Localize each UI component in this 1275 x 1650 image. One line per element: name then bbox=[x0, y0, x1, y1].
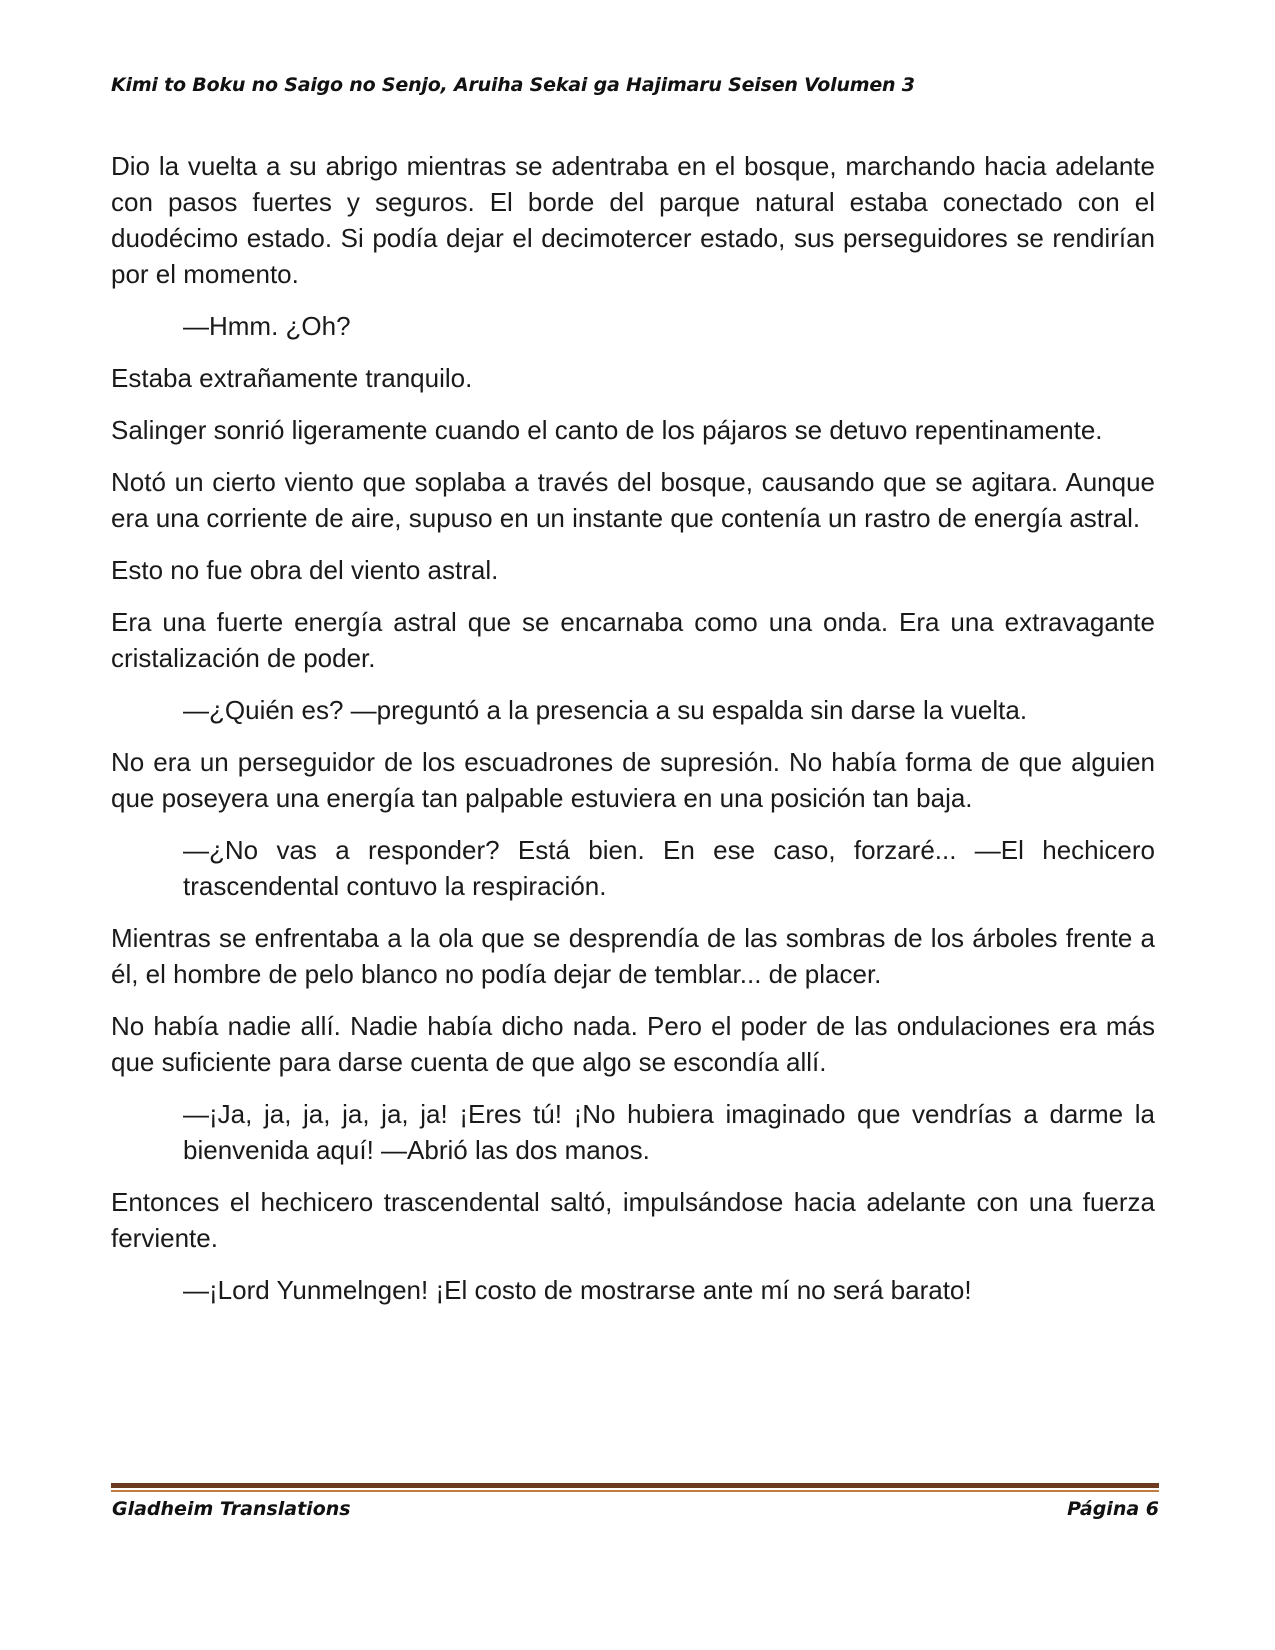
paragraph: Notó un cierto viento que soplaba a través del bosque, causando que se agitara. Aunque era una corriente de aire, supuso en un instante que contenía un rastro de energía astral. bbox=[111, 467, 1155, 533]
footer-rule bbox=[111, 1483, 1159, 1488]
dialogue-line: —Hmm. ¿Oh? bbox=[183, 311, 351, 341]
dialogue-line: —¿Quién es? —preguntó a la presencia a su espalda sin darse la vuelta. bbox=[183, 695, 1028, 725]
dialogue-line: —¿No vas a responder? Está bien. En ese caso, forzaré... —El hechicero trascendental contuvo la respiración. bbox=[183, 835, 1155, 901]
body-text bbox=[111, 148, 1155, 1324]
paragraph: Mientras se enfrentaba a la ola que se desprendía de las sombras de los árboles frente a él, el hombre de pelo blanco no podía dejar de temblar... de placer. bbox=[111, 923, 1155, 989]
dialogue-line: —¡Ja, ja, ja, ja, ja, ja! ¡Eres tú! ¡No hubiera imaginado que vendrías a darme la bienvenida aquí! —Abrió las dos manos. bbox=[183, 1099, 1155, 1165]
paragraph: Dio la vuelta a su abrigo mientras se adentraba en el bosque, marchando hacia adelante con pasos fuertes y seguros. El borde del parque natural estaba conectado con el duodécimo estado. Si podía dejar el decimotercer estado, sus perseguidores se rendirían por el momento. bbox=[111, 151, 1155, 289]
paragraph: No era un perseguidor de los escuadrones de supresión. No había forma de que alguien que poseyera una energía tan palpable estuviera en una posición tan baja. bbox=[111, 747, 1155, 813]
paragraph: Estaba extrañamente tranquilo. bbox=[111, 363, 473, 393]
dialogue-line: —¡Lord Yunmelngen! ¡El costo de mostrarse ante mí no será barato! bbox=[183, 1275, 972, 1305]
paragraph: No había nadie allí. Nadie había dicho nada. Pero el poder de las ondulaciones era más que suficiente para darse cuenta de que algo se escondía allí. bbox=[111, 1011, 1155, 1077]
paragraph: Entonces el hechicero trascendental saltó, impulsándose hacia adelante con una fuerza ferviente. bbox=[111, 1187, 1155, 1253]
paragraph: Era una fuerte energía astral que se encarnaba como una onda. Era una extravagante cristalización de poder. bbox=[111, 607, 1155, 673]
paragraph: Esto no fue obra del viento astral. bbox=[111, 555, 499, 585]
running-header: Kimi to Boku no Saigo no Senjo, Aruiha Sekai ga Hajimaru Seisen Volumen 3 bbox=[111, 74, 915, 96]
footer-rule-accent bbox=[111, 1490, 1159, 1492]
footer-publisher: Gladheim Translations bbox=[112, 1498, 351, 1520]
page-number: Página 6 bbox=[1067, 1498, 1159, 1520]
paragraph: Salinger sonrió ligeramente cuando el canto de los pájaros se detuvo repentinamente. bbox=[111, 415, 1103, 445]
